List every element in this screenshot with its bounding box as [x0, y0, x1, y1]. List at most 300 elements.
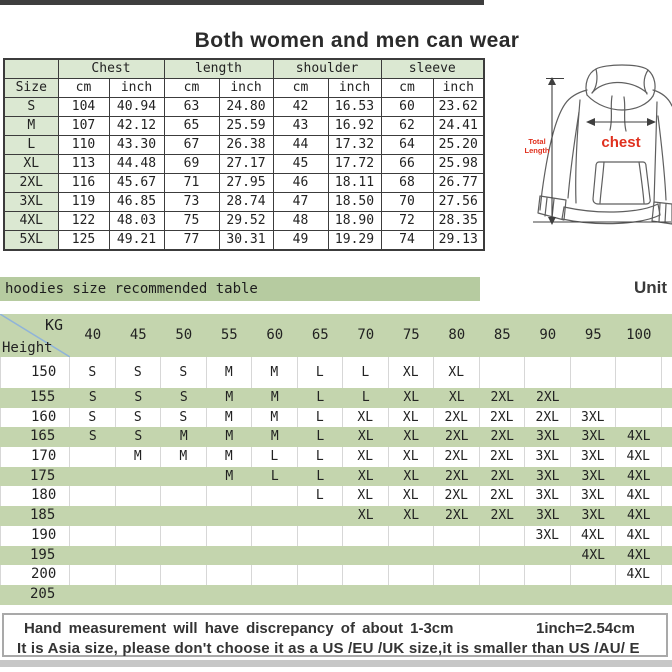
rec-size-cell: [207, 565, 253, 585]
rec-size-cell: [389, 546, 435, 566]
rec-row-205: [0, 585, 672, 605]
rec-size-cell: L: [298, 447, 344, 467]
rec-size-cell: [70, 585, 116, 605]
size-cell: 40.94: [109, 98, 164, 117]
rec-size-cell: [252, 546, 298, 566]
rec-size-cell: [298, 565, 344, 585]
size-row-label: S: [4, 98, 58, 117]
weight-column-header: 85: [493, 327, 511, 343]
rec-size-cell: XL: [343, 447, 389, 467]
rec-size-cell: 3XL: [581, 468, 605, 484]
height-row-label: 150: [0, 357, 70, 388]
size-table-unit-header: inch: [328, 79, 381, 98]
rec-size-cell: XL: [357, 429, 374, 445]
rec-size-cell: [343, 565, 389, 585]
size-cell: 16.53: [328, 98, 381, 117]
page-title: Both women and men can wear: [194, 29, 520, 52]
size-cell: 65: [164, 117, 219, 136]
height-row-label: 195: [30, 546, 56, 563]
size-table-unit-header: cm: [58, 79, 109, 98]
rec-size-cell: [161, 585, 207, 605]
size-cell: 60: [381, 98, 433, 117]
size-cell: 24.80: [219, 98, 273, 117]
rec-size-cell: 2XL: [434, 486, 480, 506]
rec-row-170: [0, 447, 672, 467]
chest-arrow: [586, 118, 656, 126]
rec-size-cell: 3XL: [571, 486, 617, 506]
size-cell: 30.31: [219, 231, 273, 251]
rec-size-cell: 3XL: [525, 486, 571, 506]
weight-column-header: 55: [220, 327, 238, 343]
weight-column-header: 80: [448, 327, 466, 343]
size-cell: 116: [58, 174, 109, 193]
rec-size-cell: [207, 585, 253, 605]
rec-size-cell: [116, 526, 162, 546]
size-row-label: L: [4, 136, 58, 155]
rec-size-cell: L: [298, 486, 344, 506]
size-cell: 110: [58, 136, 109, 155]
rec-size-cell: 4XL: [581, 547, 605, 563]
total-length-label: Total: [528, 137, 546, 146]
bottom-divider: [0, 660, 672, 667]
rec-size-cell: [616, 357, 662, 388]
rec-size-cell: 2XL: [525, 408, 571, 428]
size-cell: 16.92: [328, 117, 381, 136]
rec-row-180: [0, 486, 672, 506]
size-cell: 29.52: [219, 212, 273, 231]
rec-size-cell: S: [134, 429, 143, 445]
rec-size-cell: 3XL: [536, 468, 560, 484]
size-table-row: [4, 193, 484, 212]
rec-size-cell: L: [316, 468, 325, 484]
size-cell: 28.74: [219, 193, 273, 212]
size-cell: 25.98: [433, 155, 484, 174]
rec-size-cell: S: [70, 357, 116, 388]
rec-row-195: [0, 546, 672, 566]
size-table-unit-header: inch: [219, 79, 273, 98]
size-cell: 62: [381, 117, 433, 136]
kangaroo-pocket: [593, 162, 650, 204]
size-cell: 19.29: [328, 231, 381, 251]
rec-size-cell: [161, 546, 207, 566]
rec-size-cell: [207, 506, 253, 526]
rec-size-cell: XL: [448, 390, 465, 405]
size-cell: 71: [164, 174, 219, 193]
size-cell: 75: [164, 212, 219, 231]
footer-inch-conversion: 1inch=2.54cm: [536, 620, 635, 637]
size-cell: 26.38: [219, 136, 273, 155]
rec-row-185: [0, 506, 672, 526]
size-table-size-header: Size: [4, 79, 58, 98]
rec-size-cell: L: [298, 408, 344, 428]
chest-label: chest: [601, 134, 641, 151]
rec-size-cell: L: [298, 357, 344, 388]
rec-size-cell: [434, 546, 480, 566]
size-table-row: [4, 212, 484, 231]
rec-size-cell: [525, 357, 571, 388]
size-table-group-header: length: [164, 59, 273, 79]
size-cell: 45.67: [109, 174, 164, 193]
rec-size-cell: 3XL: [525, 447, 571, 467]
rec-size-cell: [70, 506, 116, 526]
rec-size-cell: L: [316, 429, 325, 445]
size-measurement-table: [3, 58, 485, 251]
rec-size-cell: XL: [357, 508, 374, 524]
rec-size-cell: [480, 585, 526, 605]
rec-row-200: [0, 565, 672, 585]
size-row-label: 5XL: [4, 231, 58, 251]
rec-size-cell: S: [116, 357, 162, 388]
rec-size-cell: 3XL: [536, 508, 560, 524]
rec-size-cell: [161, 486, 207, 506]
size-table-corner: [4, 59, 58, 79]
rec-size-cell: [480, 546, 526, 566]
rec-size-cell: [161, 506, 207, 526]
rec-size-cell: [480, 357, 526, 388]
rec-size-cell: [207, 526, 253, 546]
rec-size-cell: [571, 357, 617, 388]
size-cell: 42: [273, 98, 328, 117]
rec-size-cell: 3XL: [581, 429, 605, 445]
size-cell: 64: [381, 136, 433, 155]
size-cell: 67: [164, 136, 219, 155]
rec-size-cell: [116, 486, 162, 506]
rec-size-cell: [389, 585, 435, 605]
rec-size-cell: [70, 565, 116, 585]
rec-size-cell: [389, 526, 435, 546]
rec-size-cell: [298, 526, 344, 546]
rec-size-cell: 2XL: [490, 429, 514, 445]
rec-size-cell: [616, 408, 662, 428]
height-row-label: 175: [30, 467, 56, 484]
rec-size-cell: [252, 506, 298, 526]
rec-size-cell: [434, 526, 480, 546]
rec-size-cell: M: [270, 390, 279, 405]
rec-size-cell: 2XL: [480, 447, 526, 467]
rec-size-cell: L: [361, 390, 370, 405]
height-row-label: 165: [30, 428, 56, 445]
rec-size-cell: [70, 526, 116, 546]
size-recommendation-table: [0, 314, 672, 605]
rec-size-cell: XL: [403, 508, 420, 524]
size-table-row: [4, 117, 484, 136]
rec-size-cell: [116, 506, 162, 526]
rec-size-cell: [116, 565, 162, 585]
size-cell: 18.50: [328, 193, 381, 212]
weight-column-header: 100: [626, 327, 652, 343]
size-cell: 69: [164, 155, 219, 174]
height-label: Height: [2, 340, 53, 356]
size-cell: 27.17: [219, 155, 273, 174]
rec-size-cell: M: [207, 408, 253, 428]
rec-size-cell: [616, 585, 662, 605]
rec-size-cell: XL: [434, 357, 480, 388]
size-cell: 25.20: [433, 136, 484, 155]
rec-size-cell: L: [343, 357, 389, 388]
size-cell: 43.30: [109, 136, 164, 155]
rec-size-cell: M: [116, 447, 162, 467]
rec-size-cell: 2XL: [480, 408, 526, 428]
rec-size-cell: S: [116, 408, 162, 428]
size-table-unit-header: cm: [273, 79, 328, 98]
size-cell: 125: [58, 231, 109, 251]
rec-size-cell: [434, 565, 480, 585]
rec-size-cell: M: [270, 429, 279, 445]
size-row-label: 2XL: [4, 174, 58, 193]
weight-column-header: 75: [402, 327, 420, 343]
size-cell: 44: [273, 136, 328, 155]
size-row-label: XL: [4, 155, 58, 174]
unit-label: Unit: [634, 278, 668, 297]
size-cell: 122: [58, 212, 109, 231]
height-row-label: 160: [0, 408, 70, 428]
size-cell: 63: [164, 98, 219, 117]
rec-size-cell: S: [88, 390, 97, 405]
height-row-label: 180: [0, 486, 70, 506]
rec-size-cell: [161, 526, 207, 546]
rec-size-cell: 4XL: [627, 429, 651, 445]
rec-size-cell: M: [252, 357, 298, 388]
weight-column-header: 90: [539, 327, 557, 343]
size-cell: 104: [58, 98, 109, 117]
rec-size-cell: [207, 486, 253, 506]
rec-size-cell: 4XL: [627, 508, 651, 524]
size-row-label: 3XL: [4, 193, 58, 212]
size-cell: 17.72: [328, 155, 381, 174]
footer-note-box: [2, 613, 668, 657]
size-cell: 24.41: [433, 117, 484, 136]
size-cell: 48.03: [109, 212, 164, 231]
rec-size-cell: [70, 546, 116, 566]
rec-size-cell: [70, 467, 116, 487]
size-cell: 18.11: [328, 174, 381, 193]
size-cell: 46.85: [109, 193, 164, 212]
rec-size-cell: [343, 585, 389, 605]
height-row-label: 190: [0, 526, 70, 546]
rec-size-cell: M: [207, 357, 253, 388]
size-cell: 74: [381, 231, 433, 251]
height-row-label: 185: [30, 507, 56, 524]
rec-row-155: [0, 388, 672, 408]
size-table-group-header: Chest: [58, 59, 164, 79]
height-row-label: 200: [0, 565, 70, 585]
rec-size-cell: [525, 565, 571, 585]
rec-size-cell: 4XL: [616, 526, 662, 546]
rec-size-cell: 3XL: [525, 526, 571, 546]
size-cell: 28.35: [433, 212, 484, 231]
rec-size-cell: [343, 546, 389, 566]
rec-size-cell: S: [88, 429, 97, 445]
rec-size-cell: S: [161, 408, 207, 428]
rec-size-cell: XL: [343, 408, 389, 428]
rec-size-cell: XL: [357, 468, 374, 484]
rec-size-cell: M: [252, 408, 298, 428]
rec-size-cell: [161, 467, 207, 487]
size-cell: 68: [381, 174, 433, 193]
size-table-unit-header: inch: [433, 79, 484, 98]
rec-size-cell: 4XL: [616, 447, 662, 467]
rec-size-cell: [298, 546, 344, 566]
recommendation-rows: [0, 357, 672, 605]
recommendation-table-header: [0, 314, 672, 357]
rec-size-cell: 3XL: [571, 447, 617, 467]
rec-size-cell: 4XL: [571, 526, 617, 546]
rec-size-cell: [298, 585, 344, 605]
weight-column-header: 45: [129, 327, 147, 343]
size-cell: 26.77: [433, 174, 484, 193]
weight-column-header: 70: [357, 327, 375, 343]
rec-size-cell: [298, 506, 344, 526]
size-table-group-header: shoulder: [273, 59, 381, 79]
rec-size-cell: 2XL: [536, 390, 560, 405]
rec-size-cell: [571, 388, 617, 408]
kg-label: KG: [44, 316, 63, 334]
size-cell: 119: [58, 193, 109, 212]
size-cell: 17.32: [328, 136, 381, 155]
size-cell: 46: [273, 174, 328, 193]
rec-size-cell: [161, 565, 207, 585]
size-cell: 43: [273, 117, 328, 136]
rec-size-cell: XL: [389, 486, 435, 506]
total-length-label-line2: Length: [524, 146, 550, 155]
size-cell: 66: [381, 155, 433, 174]
rec-row-160: [0, 408, 672, 428]
size-table-row: [4, 155, 484, 174]
weight-columns: [70, 314, 672, 357]
height-row-label: 155: [30, 389, 56, 405]
rec-size-cell: [571, 585, 617, 605]
weight-column-header: 95: [584, 327, 602, 343]
rec-size-cell: [525, 585, 571, 605]
rec-size-cell: 4XL: [616, 486, 662, 506]
size-cell: 72: [381, 212, 433, 231]
height-row-label: 170: [0, 447, 70, 467]
rec-size-cell: [480, 565, 526, 585]
size-cell: 27.56: [433, 193, 484, 212]
size-cell: 113: [58, 155, 109, 174]
size-cell: 18.90: [328, 212, 381, 231]
weight-column-header: 40: [84, 327, 102, 343]
rec-size-cell: 4XL: [616, 565, 662, 585]
rec-size-cell: 2XL: [445, 508, 469, 524]
size-cell: 25.59: [219, 117, 273, 136]
rec-size-cell: XL: [389, 447, 435, 467]
rec-size-cell: [70, 447, 116, 467]
rec-size-cell: [343, 526, 389, 546]
rec-size-cell: S: [161, 357, 207, 388]
size-table-unit-header: inch: [109, 79, 164, 98]
rec-size-cell: M: [225, 468, 234, 484]
rec-size-cell: [116, 467, 162, 487]
rec-size-cell: S: [134, 390, 143, 405]
size-cell: 107: [58, 117, 109, 136]
height-row-label: 205: [30, 585, 56, 602]
rec-size-cell: 3XL: [581, 508, 605, 524]
size-row-label: M: [4, 117, 58, 136]
rec-size-cell: 2XL: [480, 486, 526, 506]
rec-size-cell: [252, 526, 298, 546]
footer-discrepancy-note: Hand measurement will have discrepancy of about 1-3cm: [24, 620, 454, 637]
size-cell: 48: [273, 212, 328, 231]
rec-size-cell: S: [70, 408, 116, 428]
rec-size-cell: XL: [343, 486, 389, 506]
rec-size-cell: M: [161, 447, 207, 467]
rec-size-cell: 4XL: [627, 468, 651, 484]
rec-size-cell: XL: [389, 408, 435, 428]
rec-size-cell: 4XL: [627, 547, 651, 563]
size-table-row: [4, 231, 484, 251]
rec-size-cell: [252, 565, 298, 585]
recommended-table-banner-text: hoodies size recommended table: [5, 281, 258, 297]
rec-size-cell: XL: [389, 357, 435, 388]
rec-size-cell: [207, 546, 253, 566]
size-cell: 29.13: [433, 231, 484, 251]
size-table-group-header: sleeve: [381, 59, 484, 79]
size-cell: 70: [381, 193, 433, 212]
rec-row-190: [0, 526, 672, 546]
size-cell: 73: [164, 193, 219, 212]
size-cell: 49: [273, 231, 328, 251]
rec-size-cell: 3XL: [571, 408, 617, 428]
rec-size-cell: [525, 546, 571, 566]
rec-size-cell: [480, 526, 526, 546]
rec-size-cell: [434, 585, 480, 605]
size-cell: 45: [273, 155, 328, 174]
rec-size-cell: XL: [403, 390, 420, 405]
size-cell: 77: [164, 231, 219, 251]
rec-size-cell: S: [179, 390, 188, 405]
size-row-label: 4XL: [4, 212, 58, 231]
rec-size-cell: L: [252, 447, 298, 467]
rec-size-cell: M: [179, 429, 188, 445]
size-cell: 44.48: [109, 155, 164, 174]
size-table-row: [4, 174, 484, 193]
rec-size-cell: XL: [403, 468, 420, 484]
rec-row-175: [0, 467, 672, 487]
rec-row-150: [0, 357, 672, 388]
weight-column-header: 65: [311, 327, 329, 343]
size-cell: 47: [273, 193, 328, 212]
weight-column-header: 60: [266, 327, 284, 343]
footer-asia-size-note: It is Asia size, please don't choose it as a US /EU /UK size,it is smaller than US /AU/ E: [17, 640, 640, 657]
rec-size-cell: 2XL: [434, 447, 480, 467]
size-table-unit-header: cm: [164, 79, 219, 98]
rec-size-cell: 2XL: [490, 390, 514, 405]
hoodie-diagram: [500, 40, 672, 240]
drawstrings: [610, 96, 626, 131]
top-edge-bar: [0, 0, 484, 5]
rec-size-cell: L: [316, 390, 325, 405]
size-cell: 27.95: [219, 174, 273, 193]
rec-size-cell: [389, 565, 435, 585]
size-table-row: [4, 98, 484, 117]
kg-height-corner-cell: [0, 314, 70, 357]
rec-size-cell: 2XL: [445, 429, 469, 445]
rec-size-cell: [116, 585, 162, 605]
rec-size-cell: L: [270, 468, 279, 484]
rec-size-cell: [116, 546, 162, 566]
rec-size-cell: 2XL: [445, 468, 469, 484]
rec-size-cell: XL: [403, 429, 420, 445]
rec-size-cell: [70, 486, 116, 506]
recommended-table-banner: [0, 277, 480, 301]
size-cell: 49.21: [109, 231, 164, 251]
rec-row-165: [0, 427, 672, 447]
rec-size-cell: 2XL: [434, 408, 480, 428]
rec-size-cell: 3XL: [536, 429, 560, 445]
hood-outline: [586, 65, 655, 110]
weight-column-header: 50: [175, 327, 193, 343]
